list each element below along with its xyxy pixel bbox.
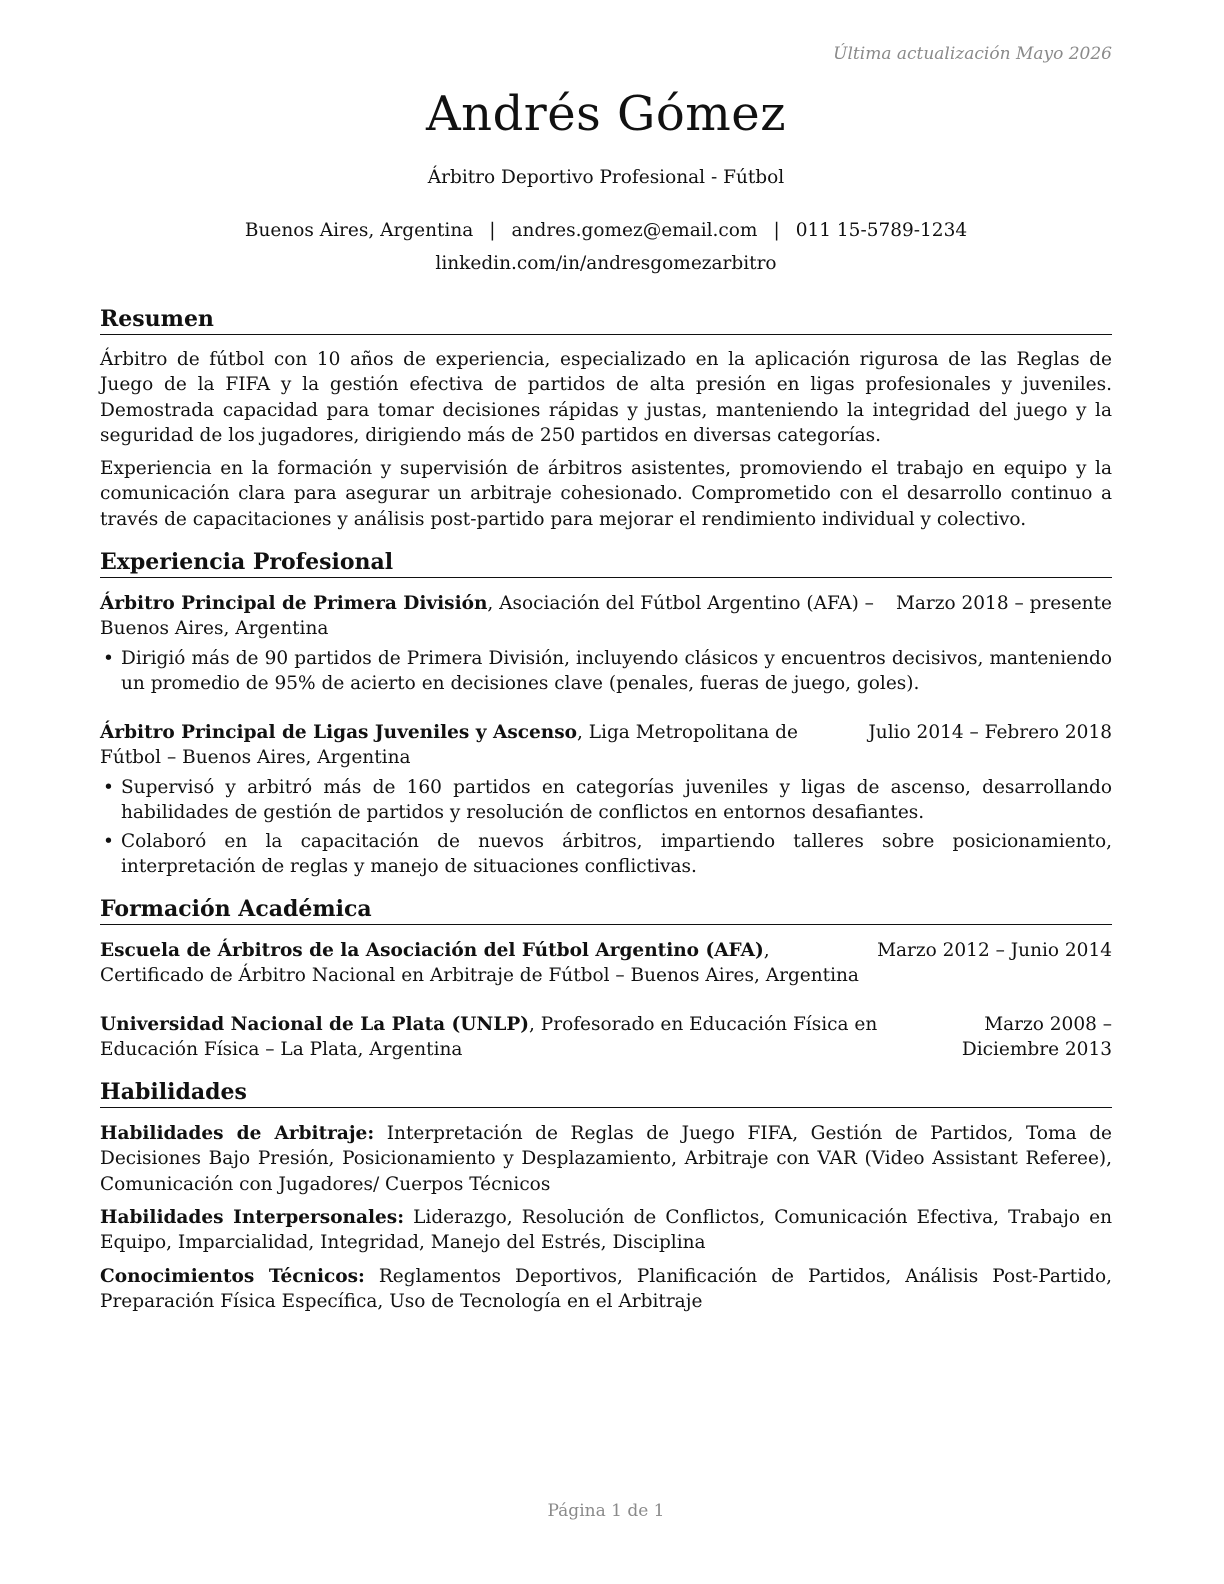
- bullet-icon: •: [103, 776, 114, 798]
- experience-bullet: • Supervisó y arbitró más de 160 partidos en categorías juveniles y ligas de ascenso, desarrollando habilidades de gestión de partidos y resolución de conflictos en entornos desafiantes.: [103, 776, 1112, 823]
- experience-role: Árbitro Principal de Ligas Juveniles y Ascenso: [100, 722, 577, 743]
- experience-entry: [100, 591, 1112, 696]
- bullet-icon: •: [103, 831, 114, 853]
- skills-text: Liderazgo, Resolución de Conflictos, Comunicación Efectiva, Trabajo en Equipo, Imparcialidad, Integridad, Manejo del Estrés, Disciplina: [100, 1207, 1112, 1254]
- contact-phone: 011 15-5789-1234: [795, 220, 968, 241]
- skills-text: Interpretación de Reglas de Juego FIFA, Gestión de Partidos, Toma de Decisiones Bajo Presión, Posicionamiento y Desplazamiento, Arbitraje con VAR (Video Assistant Referee), Comunicación con Jugadores/ Cuerpos Técnicos: [100, 1123, 1112, 1195]
- skills-label: Habilidades Interpersonales:: [100, 1207, 405, 1228]
- education-detail: , Certificado de Árbitro Nacional en Arbitraje de Fútbol – Buenos Aires, Argentina: [100, 940, 859, 987]
- summary-paragraph: Experiencia en la formación y supervisión de árbitros asistentes, promoviendo el trabajo en equipo y la comunicación clara para asegurar un arbitraje cohesionado. Comprometido con el desarrollo continuo a través de capacitaciones y análisis post-partido para mejorar el rendimiento individual y colectivo.: [100, 458, 1112, 530]
- contact-separator: |: [489, 220, 496, 241]
- education-dates: Marzo 2008 – Diciembre 2013: [961, 1014, 1112, 1061]
- skills-entry: [100, 1205, 1112, 1256]
- experience-dates: Marzo 2018 – presente: [895, 593, 1112, 614]
- contact-location: Buenos Aires, Argentina: [244, 220, 474, 241]
- candidate-name: Andrés Gómez: [426, 86, 786, 142]
- section-heading-education: Formación Académica: [100, 895, 1112, 925]
- experience-organization: , Liga Metropolitana de Fútbol – Buenos Aires, Argentina: [100, 722, 798, 769]
- resume-page: [100, 0, 1112, 1584]
- education-school: Universidad Nacional de La Plata (UNLP): [100, 1014, 530, 1035]
- experience-entry: [100, 720, 1112, 880]
- contact-email[interactable]: andres.gomez@email.com: [511, 220, 758, 241]
- skills-entry: [100, 1121, 1112, 1197]
- education-detail: , Profesorado en Educación Física en Educación Física – La Plata, Argentina: [100, 1014, 878, 1061]
- skills-label: Habilidades de Arbitraje:: [100, 1123, 375, 1144]
- education-dates: Marzo 2012 – Junio 2014: [877, 940, 1112, 961]
- education-school: Escuela de Árbitros de la Asociación del Fútbol Argentino (AFA): [100, 940, 764, 961]
- skills-entry: [100, 1264, 1112, 1315]
- summary-paragraph: Árbitro de fútbol con 10 años de experiencia, especializado en la aplicación rigurosa de las Reglas de Juego de la FIFA y la gestión efectiva de partidos de alta presión en ligas profesionales y juveniles. Demostrada capacidad para tomar decisiones rápidas y justas, manteniendo la integridad del juego y la seguridad de los jugadores, dirigiendo más de 250 partidos en diversas categorías.: [100, 349, 1112, 446]
- skills-label: Conocimientos Técnicos:: [100, 1266, 365, 1287]
- contact-line: [100, 220, 1112, 241]
- last-updated: Última actualización Mayo 2026: [833, 44, 1112, 64]
- experience-organization: , Asociación del Fútbol Argentino (AFA) – Buenos Aires, Argentina: [100, 593, 874, 640]
- section-heading-summary: Resumen: [100, 305, 1112, 335]
- education-entry: [100, 938, 1112, 989]
- experience-role: Árbitro Principal de Primera División: [100, 593, 488, 614]
- education-entry: [100, 1012, 1112, 1063]
- experience-bullet: • Dirigió más de 90 partidos de Primera División, incluyendo clásicos y encuentros decisivos, manteniendo un promedio de 95% de acierto en decisiones clave (penales, fueras de juego, goles).: [103, 647, 1112, 694]
- contact-linkedin[interactable]: linkedin.com/in/andresgomezarbitro: [435, 253, 777, 274]
- skills-text: Reglamentos Deportivos, Planificación de Partidos, Análisis Post-Partido, Preparación Física Específica, Uso de Tecnología en el Arbitraje: [100, 1266, 1112, 1313]
- bullet-icon: •: [103, 647, 114, 669]
- section-heading-skills: Habilidades: [100, 1078, 1112, 1108]
- contact-separator: |: [773, 220, 780, 241]
- experience-bullet: • Colaboró en la capacitación de nuevos árbitros, impartiendo talleres sobre posicionamiento, interpretación de reglas y manejo de situaciones conflictivas.: [103, 831, 1112, 878]
- section-heading-experience: Experiencia Profesional: [100, 548, 1112, 578]
- experience-dates: Julio 2014 – Febrero 2018: [868, 722, 1112, 743]
- page-number: Página 1 de 1: [547, 1501, 665, 1521]
- candidate-title: Árbitro Deportivo Profesional - Fútbol: [427, 167, 785, 188]
